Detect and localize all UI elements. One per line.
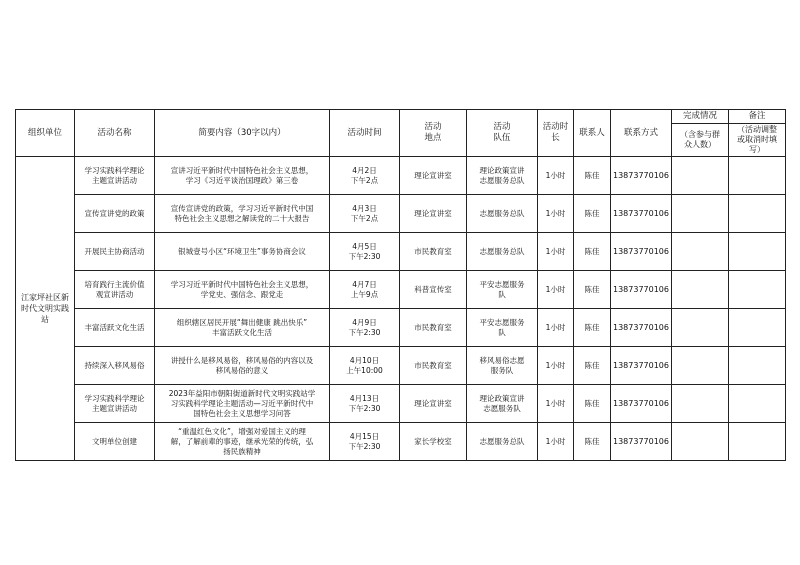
- header-team: 活动 队伍: [467, 110, 538, 157]
- remark-cell: [729, 347, 786, 385]
- completion-cell: [672, 385, 729, 423]
- header-contact: 联系人: [574, 110, 611, 157]
- activity-content: 组织辖区居民开展“舞出健康 跳出快乐” 丰富活跃文化生活: [155, 309, 330, 347]
- activity-team: 志愿服务总队: [467, 423, 538, 461]
- activity-duration: 1小时: [538, 195, 574, 233]
- activity-place: 科普宣传室: [400, 271, 467, 309]
- activity-name: 宣传宣讲党的政策: [75, 195, 155, 233]
- activity-time: 4月15日 下午2:30: [330, 423, 400, 461]
- activity-place: 家长学校室: [400, 423, 467, 461]
- header-remarks: 备注: [729, 110, 786, 124]
- remark-cell: [729, 233, 786, 271]
- remark-cell: [729, 271, 786, 309]
- contact-phone: 13873770106: [611, 385, 672, 423]
- completion-cell: [672, 423, 729, 461]
- table-row: [16, 233, 786, 271]
- activity-team: 移风易俗志愿 服务队: [467, 347, 538, 385]
- table-body: [16, 157, 786, 461]
- activity-duration: 1小时: [538, 309, 574, 347]
- table-row: [16, 271, 786, 309]
- activity-duration: 1小时: [538, 271, 574, 309]
- contact-name: 陈佳: [574, 309, 611, 347]
- header-completion-sub: （含参与群 众人数）: [672, 124, 729, 157]
- activity-name: 学习实践科学理论 主题宣讲活动: [75, 157, 155, 195]
- contact-name: 陈佳: [574, 385, 611, 423]
- activity-duration: 1小时: [538, 233, 574, 271]
- remark-cell: [729, 385, 786, 423]
- contact-phone: 13873770106: [611, 271, 672, 309]
- contact-name: 陈佳: [574, 423, 611, 461]
- activity-name: 开展民主协商活动: [75, 233, 155, 271]
- activity-place: 市民教育室: [400, 309, 467, 347]
- activity-place: 理论宣讲室: [400, 195, 467, 233]
- activity-time: 4月10日 上午10:00: [330, 347, 400, 385]
- header-unit: 组织单位: [16, 110, 75, 157]
- table-row: [16, 195, 786, 233]
- activity-team: 理论政策宣讲 志愿服务队: [467, 385, 538, 423]
- activity-name: 丰富活跃文化生活: [75, 309, 155, 347]
- activity-content: 2023年益阳市朝阳街道新时代文明实践站学 习实践科学理论主题活动—习近平新时代中 国特色社会主义思想学习问答: [155, 385, 330, 423]
- activity-name: 学习实践科学理论 主题宣讲活动: [75, 385, 155, 423]
- contact-phone: 13873770106: [611, 347, 672, 385]
- completion-cell: [672, 195, 729, 233]
- activity-time: 4月9日 下午2:30: [330, 309, 400, 347]
- header-remarks-sub: （活动调整 或取消时填 写）: [729, 124, 786, 157]
- activity-name: 培育践行主流价值 观宣讲活动: [75, 271, 155, 309]
- organizer-unit: 江家坪社区新 时代文明实践 站: [16, 157, 75, 461]
- header-content: 简要内容（30字以内）: [155, 110, 330, 157]
- remark-cell: [729, 309, 786, 347]
- activity-content: 宣讲习近平新时代中国特色社会主义思想， 学习《习近平谈治国理政》第三卷: [155, 157, 330, 195]
- table-row: [16, 347, 786, 385]
- contact-phone: 13873770106: [611, 195, 672, 233]
- activity-name: 文明单位创建: [75, 423, 155, 461]
- contact-name: 陈佳: [574, 271, 611, 309]
- activity-time: 4月7日 上午9点: [330, 271, 400, 309]
- completion-cell: [672, 233, 729, 271]
- table-row: [16, 309, 786, 347]
- header-place: 活动 地点: [400, 110, 467, 157]
- activity-duration: 1小时: [538, 385, 574, 423]
- activity-team: 平安志愿服务 队: [467, 271, 538, 309]
- remark-cell: [729, 157, 786, 195]
- activity-duration: 1小时: [538, 423, 574, 461]
- contact-phone: 13873770106: [611, 233, 672, 271]
- activity-time: 4月2日 下午2点: [330, 157, 400, 195]
- activity-team: 平安志愿服务 队: [467, 309, 538, 347]
- activity-content: 宣传宣讲党的政策，学习习近平新时代中国 特色社会主义思想之解读党的二十大报告: [155, 195, 330, 233]
- activity-content: “重温红色文化”，增强对爱国主义的理 解，了解前辈的事迹，继承光荣的传统，弘 扬民族精神: [155, 423, 330, 461]
- contact-phone: 13873770106: [611, 423, 672, 461]
- activity-table: [15, 109, 786, 461]
- header-completion: 完成情况: [672, 110, 729, 124]
- activity-duration: 1小时: [538, 157, 574, 195]
- activity-time: 4月5日 下午2:30: [330, 233, 400, 271]
- header-name: 活动名称: [75, 110, 155, 157]
- activity-content: 银城壹号小区“环境卫生”事务协商会议: [155, 233, 330, 271]
- contact-phone: 13873770106: [611, 157, 672, 195]
- activity-place: 市民教育室: [400, 233, 467, 271]
- completion-cell: [672, 157, 729, 195]
- completion-cell: [672, 347, 729, 385]
- activity-content: 讲授什么是移风易俗，移风易俗的内容以及 移风易俗的意义: [155, 347, 330, 385]
- activity-time: 4月13日 下午2:30: [330, 385, 400, 423]
- activity-place: 理论宣讲室: [400, 385, 467, 423]
- contact-name: 陈佳: [574, 233, 611, 271]
- table-row: [16, 157, 786, 195]
- activity-team: 理论政策宣讲 志愿服务总队: [467, 157, 538, 195]
- table-row: [16, 423, 786, 461]
- activity-duration: 1小时: [538, 347, 574, 385]
- header-duration: 活动时 长: [538, 110, 574, 157]
- remark-cell: [729, 195, 786, 233]
- table-row: [16, 385, 786, 423]
- activity-place: 理论宣讲室: [400, 157, 467, 195]
- contact-name: 陈佳: [574, 157, 611, 195]
- header-time: 活动时间: [330, 110, 400, 157]
- activity-place: 市民教育室: [400, 347, 467, 385]
- activity-name: 持续深入移风易俗: [75, 347, 155, 385]
- contact-name: 陈佳: [574, 195, 611, 233]
- activity-team: 志愿服务总队: [467, 195, 538, 233]
- contact-name: 陈佳: [574, 347, 611, 385]
- completion-cell: [672, 271, 729, 309]
- completion-cell: [672, 309, 729, 347]
- contact-phone: 13873770106: [611, 309, 672, 347]
- header-phone: 联系方式: [611, 110, 672, 157]
- activity-content: 学习习近平新时代中国特色社会主义思想， 学党史、强信念、跟党走: [155, 271, 330, 309]
- remark-cell: [729, 423, 786, 461]
- activity-time: 4月3日 下午2点: [330, 195, 400, 233]
- activity-team: 志愿服务总队: [467, 233, 538, 271]
